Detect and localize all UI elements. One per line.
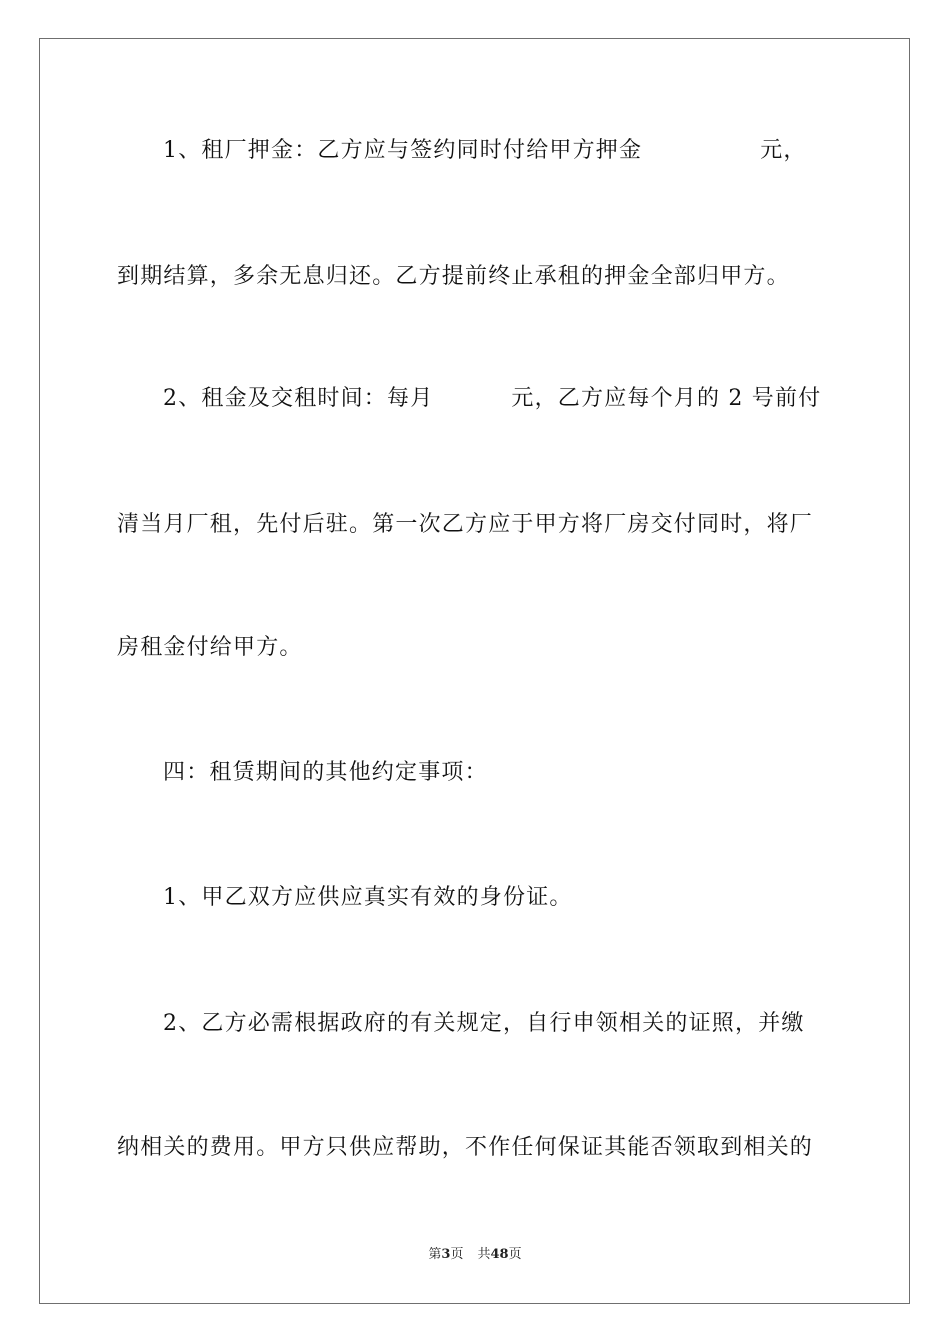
total-suffix: 页 — [508, 1247, 522, 1262]
deposit-clause-text: 1、租厂押金：乙方应与签约同时付给甲方押金 — [163, 138, 643, 163]
deposit-clause-line — [163, 136, 833, 166]
page-number: 3 — [441, 1247, 451, 1262]
page-frame — [39, 38, 910, 1304]
page-prefix: 第 — [428, 1247, 442, 1262]
section-four-heading: 四：租赁期间的其他约定事项： — [163, 760, 488, 785]
page-suffix: 页 — [450, 1247, 464, 1262]
rent-clause-rest: 元，乙方应每个月的 2 号前付 — [511, 386, 822, 411]
id-card-clause: 1、甲乙双方应供应真实有效的身份证。 — [163, 885, 573, 910]
deposit-clause-continuation: 到期结算，多余无息归还。乙方提前终止承租的押金全部归甲方。 — [117, 264, 790, 289]
total-pages: 48 — [490, 1247, 509, 1262]
total-prefix: 共 — [477, 1247, 491, 1262]
rent-clause-continuation-2: 房租金付给甲方。 — [117, 635, 303, 660]
page-footer — [0, 1246, 950, 1264]
rent-clause-continuation-1: 清当月厂租，先付后驻。第一次乙方应于甲方将厂房交付同时，将厂 — [117, 512, 814, 537]
license-clause-continuation: 纳相关的费用。甲方只供应帮助，不作任何保证其能否领取到相关的 — [117, 1135, 814, 1160]
license-clause-line: 2、乙方必需根据政府的有关规定，自行申领相关的证照，并缴 — [163, 1011, 805, 1036]
deposit-clause-unit: 元， — [760, 138, 807, 163]
rent-clause-line — [163, 384, 833, 414]
rent-clause-text: 2、租金及交租时间：每月 — [163, 386, 434, 411]
